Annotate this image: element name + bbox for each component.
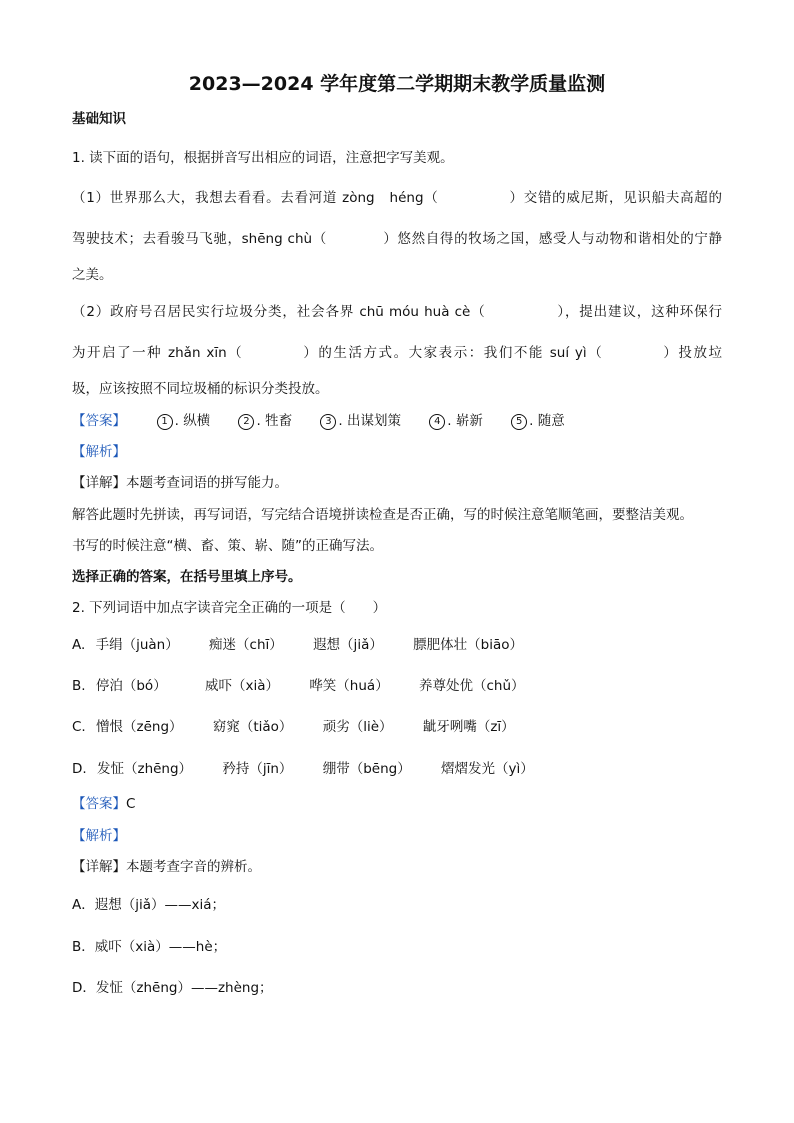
option-item: 窈窕（tiǎo） <box>212 719 293 735</box>
answer-number: 5 <box>511 414 527 430</box>
q1-detail-line2: 书写的时候注意“横、畜、策、崭、随”的正确写法。 <box>72 538 383 554</box>
answer-item: 4 . 崭新 <box>429 412 483 430</box>
answer-item: 2 . 牲畜 <box>238 412 292 430</box>
q2-explain-b: B．威吓（xià）——hè； <box>72 939 227 955</box>
answer-text: 随意 <box>537 413 565 429</box>
option-item: 龇牙咧嘴（zī） <box>422 719 515 735</box>
answer-number: 1 <box>157 414 173 430</box>
answer-item: 3 . 出谋划策 <box>320 412 401 430</box>
option-item: 顽劣（liè） <box>322 719 393 735</box>
option-item: 熠熠发光（yì） <box>441 761 534 777</box>
option-item: 养尊处优（chǔ） <box>419 678 525 694</box>
q1-p1-line3: 之美。 <box>72 267 113 283</box>
q1-p2-line2: 为开启了一种 zhǎn xīn（ ）的生活方式。大家表示：我们不能 suí yì（ ）投放垃 <box>72 345 722 361</box>
q1-p2-line3: 圾，应该按照不同垃圾桶的标识分类投放。 <box>72 381 329 397</box>
answer-number: 4 <box>429 414 445 430</box>
option-item: 遐想（jiǎ） <box>313 637 383 653</box>
option-item: 停泊（bó） <box>95 678 167 694</box>
section-heading-basics: 基础知识 <box>72 111 126 127</box>
q2-option-b <box>72 677 551 695</box>
q2-explain-d: D．发怔（zhēng）——zhèng； <box>72 980 273 996</box>
q2-detail: 【详解】本题考查字音的辨析。 <box>72 859 261 875</box>
answer-item: 5 . 随意 <box>511 412 565 430</box>
q1-analysis-label: 【解析】 <box>72 444 126 460</box>
answer-text: 牲畜 <box>265 413 293 429</box>
answer-text: 出谋划策 <box>346 413 401 429</box>
option-item: 哗笑（huá） <box>309 678 389 694</box>
q2-option-c <box>72 718 541 736</box>
q2-option-a <box>72 636 549 654</box>
option-label: D. <box>72 761 87 777</box>
q1-detail: 【详解】本题考查词语的拼写能力。 <box>72 475 288 491</box>
q1-p1-line1: （1）世界那么大，我想去看看。去看河道 zòng héng（ ）交错的威尼斯，见识船夫高超的 <box>72 190 722 206</box>
option-label: A. <box>72 637 86 653</box>
option-item: 发怔（zhēng） <box>96 761 193 777</box>
option-item: 手绢（juàn） <box>95 637 179 653</box>
option-label: C. <box>72 719 86 735</box>
q1-detail-line1: 解答此题时先拼读，再写词语，写完结合语境拼读检查是否正确，写的时候注意笔顺笔画，要整洁美观。 <box>72 507 693 523</box>
q1-stem: 1. 读下面的语句，根据拼音写出相应的词语，注意把字写美观。 <box>72 150 454 166</box>
answer-label: 【答案】 <box>72 796 126 812</box>
q1-p1-line2: 驾驶技术；去看骏马飞驰，shēng chù（ ）悠然自得的牧场之国，感受人与动物和谐相处的宁静 <box>72 231 722 247</box>
q2-explain-a: A．遐想（jiǎ）——xiá； <box>72 897 226 913</box>
option-item: 绷带（bēng） <box>322 761 411 777</box>
section-heading-choice: 选择正确的答案，在括号里填上序号。 <box>72 569 302 585</box>
option-item: 憎恨（zēng） <box>96 719 183 735</box>
answer-number: 3 <box>320 414 336 430</box>
q2-answer-row <box>72 795 135 813</box>
answer-number: 2 <box>238 414 254 430</box>
page-title: 2023—2024 学年度第二学期期末教学质量监测 <box>188 73 606 95</box>
q1-p2-line1: （2）政府号召居民实行垃圾分类，社会各界 chū móu huà cè（ ），提出建议，这种环保行 <box>72 304 722 320</box>
option-item: 痴迷（chī） <box>209 637 283 653</box>
option-item: 膘肥体壮（biāo） <box>413 637 523 653</box>
q2-analysis-label: 【解析】 <box>72 828 126 844</box>
q1-answer-row <box>72 412 589 430</box>
q2-option-d <box>72 760 560 778</box>
option-item: 矜持（jīn） <box>222 761 293 777</box>
answer-item: 1 . 纵横 <box>157 412 211 430</box>
q2-stem: 2. 下列词语中加点字读音完全正确的一项是（ ） <box>72 600 387 616</box>
answer-text: 纵横 <box>183 413 211 429</box>
option-item: 威吓（xià） <box>205 678 280 694</box>
answer-value: C <box>126 796 136 812</box>
answer-label: 【答案】 <box>72 413 126 429</box>
option-label: B. <box>72 678 86 694</box>
answer-text: 崭新 <box>455 413 483 429</box>
